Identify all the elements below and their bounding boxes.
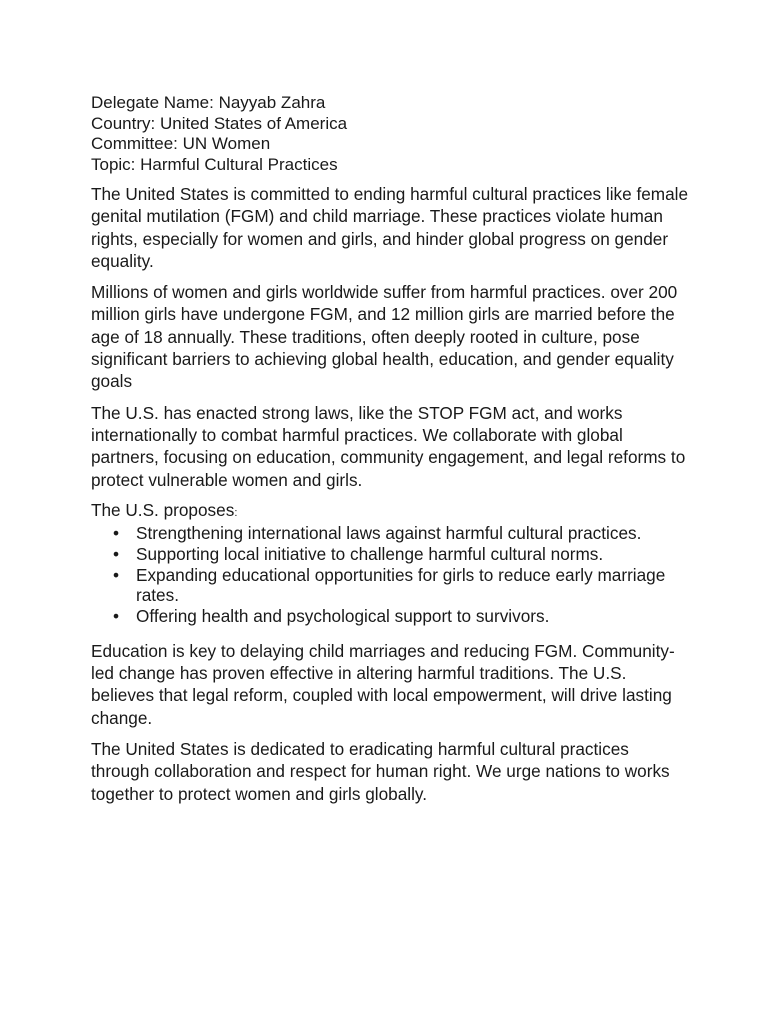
topic-line: Topic: Harmful Cultural Practices	[91, 154, 338, 174]
background-paragraph: Millions of women and girls worldwide suffer from harmful practices. over 200 million girls have undergone FGM, and 12 million girls are married before the age of 18 annually. These traditions, often deeply rooted in culture, pose significant barriers to achieving global health, education, and gender equality goals	[91, 282, 678, 392]
list-item-text: Supporting local initiative to challenge harmful cultural norms.	[136, 544, 604, 565]
intro-paragraph: The United States is committed to ending harmful cultural practices like female genital mutilation (FGM) and child marriage. These practices violate human rights, especially for women and girls, and hinder global progress on gender equality.	[91, 184, 689, 271]
proposals-list	[91, 523, 691, 627]
list-item	[91, 606, 691, 627]
bullet-icon: •	[113, 606, 120, 627]
list-item	[91, 565, 691, 606]
list-item	[91, 544, 691, 565]
committee-line: Committee: UN Women	[91, 134, 271, 153]
us-policy-paragraph: The U.S. has enacted strong laws, like the STOP FGM act, and works internationally to combat harmful practices. We collaborate with global partners, focusing on education, community engagement, and legal reforms to protect vulnerable women and girls.	[91, 402, 686, 490]
delegate-info-header	[91, 93, 691, 175]
list-item-text: Strengthening international laws against harmful cultural practices.	[136, 523, 642, 544]
education-paragraph: Education is key to delaying child marriages and reducing FGM. Community-led change has proven effective in altering harmful traditions. The U.S. believes that legal reform, coupled with local empowerment, will drive lasting change.	[91, 640, 675, 728]
conclusion-paragraph: The United States is dedicated to eradicating harmful cultural practices through collaboration and respect for human right. We urge nations to works together to protect women and girls globally.	[91, 739, 670, 804]
list-item-text: Expanding educational opportunities for girls to reduce early marriage rates.	[136, 564, 666, 606]
bullet-icon: •	[113, 544, 120, 565]
bullet-icon: •	[113, 564, 120, 585]
delegate-name: Delegate Name: Nayyab Zahra	[91, 93, 326, 112]
bullet-icon: •	[113, 523, 120, 544]
document-page	[91, 93, 691, 814]
proposals-intro	[91, 500, 691, 524]
list-item	[91, 523, 691, 544]
proposals-intro-text: The U.S. proposes	[91, 499, 235, 520]
list-item-text: Offering health and psychological support to survivors.	[136, 606, 550, 627]
country-line: Country: United States of America	[91, 113, 348, 133]
proposals-intro-colon: :	[234, 506, 238, 519]
